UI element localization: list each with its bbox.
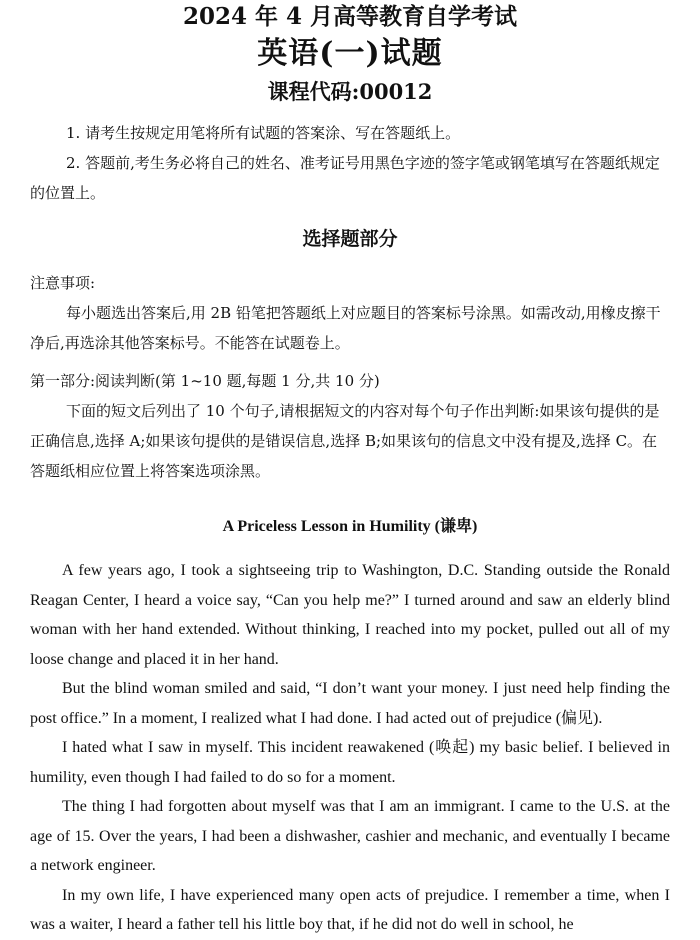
instructions	[30, 118, 670, 208]
notes-label: 注意事项:	[30, 274, 96, 292]
section-title: 选择题部分	[302, 228, 398, 250]
instruction-1: 1. 请考生按规定用笔将所有试题的答案涂、写在答题纸上。	[66, 124, 461, 142]
passage-paragraph: I hated what I saw in myself. This incident reawakened (唤起) my basic belief. I believed in humility, even though I had failed to do so for a moment.	[30, 739, 670, 786]
passage-title: A Priceless Lesson in Humility (谦卑)	[222, 518, 478, 535]
notes-text: 每小题选出答案后,用 2B 铅笔把答题纸上对应题目的答案标号涂黑。如需改动,用橡皮擦干净后,再选涂其他答案标号。不能答在试题卷上。	[30, 304, 661, 352]
instruction-2: 2. 答题前,考生务必将自己的姓名、准考证号用黑色字迹的签字笔或钢笔填写在答题纸规定的位置上。	[30, 154, 660, 202]
course-code: 课程代码:00012	[267, 79, 433, 104]
exam-title: 2024 年 4 月高等教育自学考试	[182, 3, 518, 30]
part1-directions: 下面的短文后列出了 10 个句子,请根据短文的内容对每个句子作出判断:如果该句提供的是正确信息,选择 A;如果该句提供的是错误信息,选择 B;如果该句的信息文中没有提及,选择 C。在答题纸相应位置上将答案选项涂黑。	[30, 402, 660, 480]
passage-body	[30, 556, 670, 940]
passage-paragraph: In my own life, I have experienced many open acts of prejudice. I remember a time, when I was a waiter, I heard a father tell his little boy that, if he did not do well in school, he	[30, 886, 670, 933]
passage-paragraph: But the blind woman smiled and said, “I don’t want your money. I just need help finding the post office.” In a moment, I realized what I had done. I had acted out of prejudice (偏见).	[30, 680, 670, 727]
passage-paragraph: The thing I had forgotten about myself was that I am an immigrant. I came to the U.S. at the age of 15. Over the years, I had been a dishwasher, cashier and mechanic, and eventually I became a network engineer.	[30, 798, 670, 874]
passage-paragraph: A few years ago, I took a sightseeing trip to Washington, D.C. Standing outside the Ronald Reagan Center, I heard a voice say, “Can you help me?” I turned around and saw an elderly blind woman with her hand extended. Without thinking, I reached into my pocket, pulled out all of my loose change and placed it in her hand.	[30, 562, 670, 668]
part1-heading: 第一部分:阅读判断(第 1~10 题,每题 1 分,共 10 分)	[30, 372, 380, 390]
subject-title: 英语(一)试题	[257, 36, 443, 71]
